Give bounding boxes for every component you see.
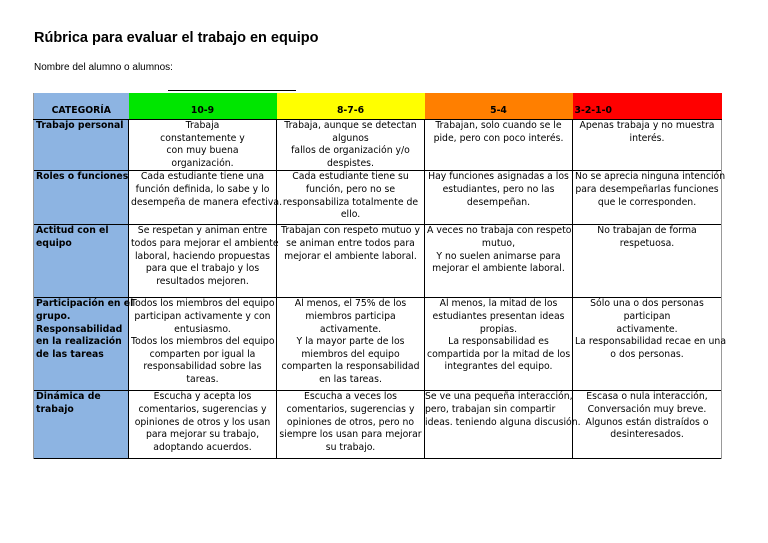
- cell-line: comparten la responsabilidad: [281, 361, 420, 373]
- header-level-3-2-1-0: 3-2-1-0: [573, 93, 722, 120]
- rubric-cell: [277, 298, 425, 391]
- category-cell: [34, 120, 129, 171]
- cell-line: interés.: [629, 132, 665, 144]
- rubric-cell: [129, 120, 277, 171]
- rubric-table: [33, 93, 727, 459]
- cell-line: mejorar el ambiente laboral.: [432, 263, 565, 275]
- cell-line: Algunos están distraídos o: [585, 416, 709, 428]
- category-line: Trabajo personal: [36, 120, 124, 131]
- cell-line: organización.: [171, 157, 234, 169]
- rubric-cell: [573, 298, 727, 391]
- cell-line: se animan entre todos para: [286, 237, 415, 249]
- cell-line: despistes.: [327, 157, 374, 169]
- cell-line: La responsabilidad recae en una: [575, 336, 727, 348]
- category-line: equipo: [36, 237, 72, 249]
- table-row: [34, 391, 722, 459]
- table-row: [34, 120, 722, 171]
- cell-line: No trabajan de forma: [597, 225, 697, 237]
- header-level-5-4: 5-4: [425, 93, 573, 120]
- cell-line: No se aprecia ninguna intención: [575, 171, 726, 183]
- cell-line: entusiasmo.: [174, 323, 231, 335]
- category-cell: [34, 298, 134, 391]
- category-line: en la realización: [36, 336, 122, 348]
- category-line: Dinámica de: [36, 391, 101, 403]
- cell-line: compartida por la mitad de los: [427, 348, 571, 360]
- cell-line: Hay funciones asignadas a los: [428, 171, 569, 183]
- cell-line: opiniones de otros y los usan: [134, 416, 271, 428]
- cell-line: Al menos, el 75% de los: [294, 298, 407, 310]
- cell-line: respetuosa.: [619, 237, 675, 249]
- cell-line: participan activamente y con: [134, 310, 271, 322]
- rubric-cell: [277, 120, 425, 171]
- cell-line: desempeñan.: [466, 196, 531, 208]
- cell-line: Trabaja, aunque se detectan: [284, 120, 417, 131]
- cell-line: comentarios, sugerencias y: [286, 403, 415, 415]
- cell-line: algunos: [332, 132, 369, 144]
- cell-line: miembros del equipo: [301, 348, 400, 360]
- rubric-cell: [129, 391, 277, 459]
- cell-line: Escasa o nula interacción,: [586, 391, 708, 403]
- cell-line: para desempeñarlas funciones: [575, 183, 719, 195]
- student-name-line: [168, 90, 296, 91]
- rubric-cell: [277, 171, 425, 225]
- cell-line: en las tareas.: [319, 373, 382, 385]
- cell-line: mejorar el ambiente laboral.: [284, 250, 417, 262]
- cell-line: Cada estudiante tiene una: [140, 171, 265, 183]
- rubric-cell: [425, 298, 573, 391]
- cell-line: La responsabilidad es: [448, 336, 549, 348]
- student-name-label: Nombre del alumno o alumnos:: [34, 62, 173, 73]
- cell-line: Apenas trabaja y no muestra: [579, 120, 715, 131]
- cell-line: Conversación muy breve.: [587, 403, 707, 415]
- category-cell: [34, 391, 129, 459]
- cell-line: ideas. teniendo alguna discusión.: [425, 416, 581, 428]
- cell-line: Trabajan con respeto mutuo y: [281, 225, 420, 237]
- rubric-cell: [573, 171, 726, 225]
- cell-line: desinteresados.: [610, 429, 684, 441]
- cell-line: comentarios, sugerencias y: [138, 403, 267, 415]
- category-line: Actitud con el: [36, 225, 109, 237]
- header-level-10-9: 10-9: [129, 93, 277, 120]
- category-line: grupo.: [36, 310, 71, 322]
- cell-line: estudiantes presentan ideas: [432, 310, 565, 322]
- category-line: Responsabilidad: [36, 323, 123, 335]
- rubric-cell: [425, 225, 573, 298]
- cell-line: tareas.: [186, 373, 219, 385]
- cell-line: con muy buena: [166, 145, 239, 157]
- table-row: [34, 171, 722, 225]
- cell-line: función, pero no se: [305, 183, 396, 195]
- category-line: Roles o funciones: [36, 171, 129, 183]
- cell-line: miembros participa: [305, 310, 396, 322]
- cell-line: participan: [623, 310, 671, 322]
- cell-line: desempeña de manera efectiva.: [131, 196, 283, 208]
- cell-line: responsabiliza totalmente de: [282, 196, 419, 208]
- cell-line: resultados mejoren.: [156, 275, 249, 287]
- cell-line: laboral, haciendo propuestas: [134, 250, 271, 262]
- cell-line: estudiantes, pero no las: [442, 183, 555, 195]
- cell-line: para que el trabajo y los: [145, 263, 260, 275]
- cell-line: Escucha y acepta los: [153, 391, 252, 403]
- header-category: CATEGORÍA: [34, 93, 129, 120]
- rubric-cell: [425, 171, 573, 225]
- cell-line: Se ve una pequeña interacción,: [425, 391, 573, 403]
- cell-line: Y no suelen animarse para: [436, 250, 561, 262]
- document-title: Rúbrica para evaluar el trabajo en equipo: [34, 30, 319, 46]
- cell-line: Sólo una o dos personas: [590, 298, 704, 310]
- cell-line: Escucha a veces los: [304, 391, 397, 403]
- cell-line: ello.: [340, 209, 361, 221]
- cell-line: o dos personas.: [610, 348, 684, 360]
- cell-line: mutuo,: [481, 237, 516, 249]
- category-cell: [34, 171, 129, 225]
- cell-line: función definida, lo sabe y lo: [135, 183, 270, 195]
- cell-line: siempre los usan para mejorar: [279, 429, 422, 441]
- cell-line: comparten por igual la: [149, 348, 256, 360]
- category-line: de las tareas: [36, 348, 104, 360]
- cell-line: activamente.: [616, 323, 678, 335]
- table-row: [34, 225, 722, 298]
- header-level-8-7-6: 8-7-6: [277, 93, 425, 120]
- rubric-cell: [277, 225, 425, 298]
- cell-line: fallos de organización y/o: [291, 145, 410, 157]
- cell-line: constantemente y: [160, 132, 245, 144]
- rubric-cell: [277, 391, 425, 459]
- cell-line: Al menos, la mitad de los: [439, 298, 558, 310]
- cell-line: adoptando acuerdos.: [153, 441, 252, 453]
- cell-line: Cada estudiante tiene su: [292, 171, 409, 183]
- cell-line: para mejorar su trabajo,: [145, 429, 260, 441]
- cell-line: Trabaja: [185, 120, 220, 131]
- rubric-cell: [425, 120, 573, 171]
- cell-line: su trabajo.: [325, 441, 376, 453]
- rubric-cell: [573, 120, 722, 171]
- cell-line: todos para mejorar el ambiente: [131, 237, 279, 249]
- rubric-cell: [129, 171, 283, 225]
- cell-line: Trabajan, solo cuando se le: [435, 120, 562, 131]
- cell-line: Y la mayor parte de los: [296, 336, 405, 348]
- cell-line: Todos los miembros del equipo: [131, 336, 275, 348]
- rubric-cell: [573, 391, 722, 459]
- rubric-cell: [129, 298, 277, 391]
- table-row: [34, 298, 722, 391]
- rubric-cell: [129, 225, 277, 298]
- cell-line: propias.: [479, 323, 518, 335]
- cell-line: Todos los miembros del equipo: [131, 298, 275, 310]
- cell-line: Se respetan y animan entre: [137, 225, 268, 237]
- category-line: Participación en el: [36, 298, 134, 310]
- rubric-cell: [573, 225, 722, 298]
- category-cell: [34, 225, 129, 298]
- category-line: trabajo: [36, 403, 74, 415]
- cell-line: activamente.: [319, 323, 382, 335]
- cell-line: opiniones de otros, pero no: [286, 416, 415, 428]
- cell-line: pero, trabajan sin compartir: [425, 403, 556, 415]
- rubric-cell: [425, 391, 581, 459]
- cell-line: integrantes del equipo.: [444, 361, 553, 373]
- cell-line: pide, pero con poco interés.: [433, 132, 564, 144]
- cell-line: A veces no trabaja con respeto: [427, 225, 572, 237]
- cell-line: que le corresponden.: [597, 196, 697, 208]
- header-row: [34, 93, 722, 120]
- cell-line: responsabilidad sobre las: [143, 361, 262, 373]
